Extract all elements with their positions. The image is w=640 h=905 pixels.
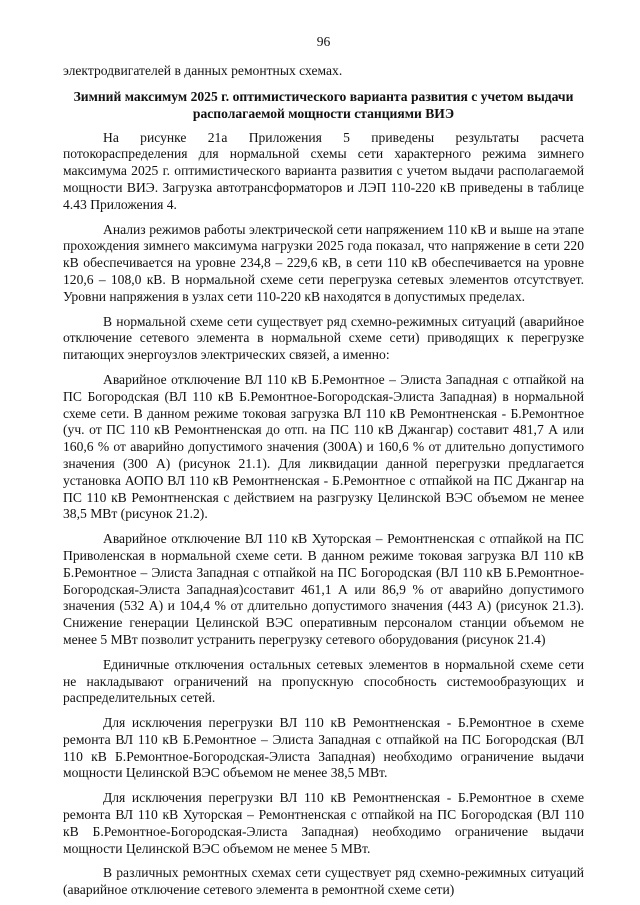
paragraph-voltage-analysis: Анализ режимов работы электрической сети напряжением 110 кВ и выше на этапе прохождения зимнего максимума нагрузки 2025 года показал, что напряжение в сети 220 кВ обеспечивается на уровне 234,8 – 229,6 кВ, в сети 110 кВ обеспечивается на уровне 120,6 – 108,0 кВ. В нормальной схеме сети перегрузка сетевых элементов отсутствует. Уровни напряжения в узлах сети 110-220 кВ находятся в допустимых пределах.	[63, 221, 584, 304]
paragraph-intro: На рисунке 21а Приложения 5 приведены результаты расчета потокораспределения для нормальной схемы сети характерного режима зимнего максимума 2025 г. оптимистического варианта развития с учетом выдачи располагаемой мощности ВИЭ. Загрузка автотрансформаторов и ЛЭП 110-220 кВ приведены в таблице 4.43 Приложения 4.	[63, 129, 584, 212]
paragraph-scheme-situations: В нормальной схеме сети существует ряд схемно-режимных ситуаций (аварийное отключение сетевого элемента в нормальной схеме сети) приводящих к перегрузке питающих энергоузлов электрических связей, а именно:	[63, 313, 584, 363]
paragraph-repair-schemes: В различных ремонтных схемах сети существует ряд схемно-режимных ситуаций (аварийное отключение сетевого элемента в ремонтной схеме сети)	[63, 865, 584, 898]
document-page	[63, 34, 584, 899]
section-heading: Зимний максимум 2025 г. оптимистического варианта развития с учетом выдачи располагаемой мощности станциями ВИЭ	[73, 88, 574, 121]
paragraph-limit-1: Для исключения перегрузки ВЛ 110 кВ Ремонтненская - Б.Ремонтное в схеме ремонта ВЛ 110 кВ Б.Ремонтное – Элиста Западная с отпайкой на ПС Богородская (ВЛ 110 кВ Б.Ремонтное-Богородская-Элиста Западная) необходимо ограничение выдачи мощности Целинской ВЭС объемом не менее 38,5 МВт.	[63, 715, 584, 781]
paragraph-single-outages: Единичные отключения остальных сетевых элементов в нормальной схеме сети не накладывают ограничений на пропускную способность системообразующих и распределительных сетей.	[63, 656, 584, 706]
page-number: 96	[316, 34, 331, 49]
continuation-line: электродвигателей в данных ремонтных схемах.	[63, 62, 343, 78]
paragraph-outage-2: Аварийное отключение ВЛ 110 кВ Хуторская – Ремонтненская с отпайкой на ПС Приволенская в нормальной схеме сети. В данном режиме токовая загрузка ВЛ 110 кВ Б.Ремонтное – Элиста Западная с отпайкой на ПС Богородская (ВЛ 110 кВ Б.Ремонтное-Богородская-Элиста Западная)составит 461,1 А или 86,9 % от аварийно допустимого значения (532 А) и 104,4 % от длительно допустимого значения (443 А) (рисунок 21.3). Снижение генерации Целинской ВЭС оперативным персоналом станции объемом не менее 5 МВт позволит устранить перегрузку сетевого оборудования (рисунок 21.4)	[63, 531, 584, 647]
paragraph-outage-1: Аварийное отключение ВЛ 110 кВ Б.Ремонтное – Элиста Западная с отпайкой на ПС Богородская (ВЛ 110 кВ Б.Ремонтное-Богородская-Элиста Западная) в нормальной схеме сети. В данном режиме токовая загрузка ВЛ 110 кВ Ремонтненская - Б.Ремонтное (уч. от ПС 110 кВ Ремонтненская до отп. на ПС 110 кВ Джангар) составит 481,7 А или 160,6 % от аварийно допустимого значения (300А) и 160,6 % от длительно допустимого значения (300 А) (рисунок 21.1). Для ликвидации данной перегрузки предлагается установка АОПО ВЛ 110 кВ Ремонтненская - Б.Ремонтное с отпайкой на ПС Джангар на ПС 110 кВ Ремонтненская с действием на разгрузку Целинской ВЭС объемом не менее 38,5 МВт (рисунок 21.2).	[63, 371, 584, 522]
paragraph-limit-2: Для исключения перегрузки ВЛ 110 кВ Ремонтненская - Б.Ремонтное в схеме ремонта ВЛ 110 кВ Хуторская – Ремонтненская с отпайкой на ПС Богородская (ВЛ 110 кВ Б.Ремонтное-Богородская-Элиста Западная) необходимо ограничение выдачи мощности Целинской ВЭС объемом не менее 5 МВт.	[63, 790, 584, 856]
